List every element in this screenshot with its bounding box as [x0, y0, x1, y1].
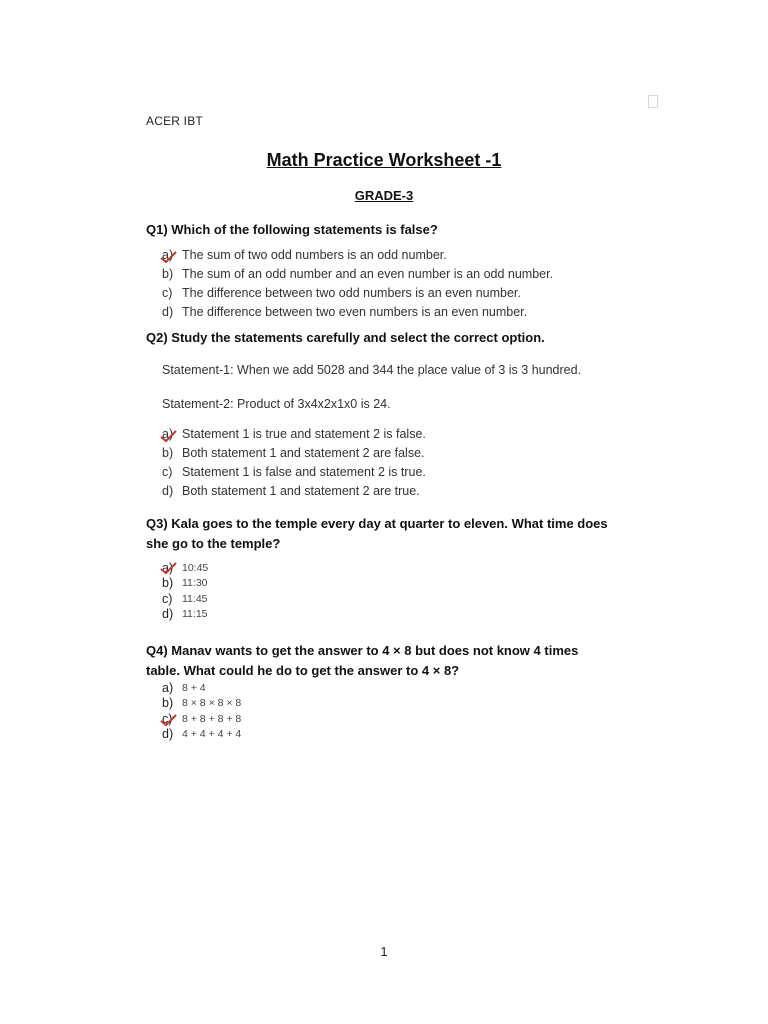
q1-option-a [162, 245, 553, 264]
question-3 [146, 514, 608, 554]
option-letter: c) [162, 591, 173, 606]
option-letter: a) [162, 427, 182, 441]
option-letter: b) [162, 576, 174, 591]
organization-header: ACER IBT [146, 114, 203, 128]
option-letter: c) [162, 464, 173, 479]
question-2: Q2) Study the statements carefully and select the correct option. [146, 330, 545, 345]
option-letter: d) [162, 727, 174, 742]
option-text: The sum of an odd number and an even number is an odd number. [182, 266, 554, 281]
q3-option-c [162, 591, 208, 607]
q3-option-d [162, 607, 208, 623]
q1-option-d [162, 302, 553, 321]
option-text: 8 + 4 [182, 681, 206, 694]
option-text: Both statement 1 and statement 2 are true. [182, 483, 420, 498]
q4-option-b [162, 696, 241, 712]
option-letter: b) [162, 696, 174, 711]
option-text: Both statement 1 and statement 2 are false. [182, 445, 425, 460]
option-letter: d) [162, 304, 174, 319]
option-text: The difference between two even numbers is an even number. [182, 304, 528, 319]
option-text: 11:30 [182, 577, 208, 590]
option-text: The difference between two odd numbers is an even number. [182, 285, 521, 300]
statement-1: Statement-1: When we add 5028 and 344 the place value of 3 is 3 hundred. [162, 363, 582, 377]
q1-option-c [162, 283, 553, 302]
option-text: 8 + 8 + 8 + 8 [182, 712, 242, 725]
option-text: 8 × 8 × 8 × 8 [182, 697, 242, 710]
option-text: Statement 1 is false and statement 2 is true. [182, 464, 426, 479]
option-letter: d) [162, 607, 174, 622]
q2-option-d [162, 481, 426, 500]
q1-option-b [162, 264, 553, 283]
statement-2: Statement-2: Product of 3x4x2x1x0 is 24. [162, 397, 391, 411]
option-letter: b) [162, 445, 174, 460]
q2-option-c [162, 462, 426, 481]
question-1: Q1) Which of the following statements is false? [146, 222, 438, 237]
question-1-options [162, 245, 553, 321]
option-text: 11:15 [182, 608, 208, 621]
grade-label: GRADE-3 [354, 188, 414, 203]
question-4-line-2: table. What could he do to get the answer to 4 × 8? [146, 663, 460, 678]
question-4-options [162, 680, 241, 742]
question-3-line-1: Q3) Kala goes to the temple every day at quarter to eleven. What time does [146, 516, 608, 531]
option-letter: c) [162, 712, 182, 726]
question-3-line-2: she go to the temple? [146, 536, 281, 551]
option-letter: a) [162, 561, 182, 575]
q2-option-b [162, 443, 426, 462]
option-letter: a) [162, 248, 182, 262]
question-4-line-1: Q4) Manav wants to get the answer to 4 × 8 but does not know 4 times [146, 643, 579, 658]
q4-option-d [162, 727, 241, 743]
option-text: 10:45 [182, 561, 209, 574]
option-text: 11:45 [182, 592, 208, 605]
option-letter: a) [162, 680, 174, 695]
option-text: The sum of two odd numbers is an odd number. [182, 247, 447, 262]
option-letter: c) [162, 285, 173, 300]
q4-option-c [162, 711, 241, 727]
corner-mark [648, 95, 658, 108]
q3-option-b [162, 576, 208, 592]
option-text: 4 + 4 + 4 + 4 [182, 728, 242, 741]
q2-option-a [162, 424, 426, 443]
page-number: 1 [380, 944, 388, 959]
question-4 [146, 641, 578, 681]
worksheet-title: Math Practice Worksheet -1 [266, 150, 502, 170]
question-2-options [162, 424, 426, 500]
option-letter: d) [162, 483, 174, 498]
q3-option-a [162, 560, 208, 576]
option-letter: b) [162, 266, 174, 281]
q4-option-a [162, 680, 241, 696]
question-3-options [162, 560, 208, 622]
option-text: Statement 1 is true and statement 2 is false. [182, 426, 426, 441]
